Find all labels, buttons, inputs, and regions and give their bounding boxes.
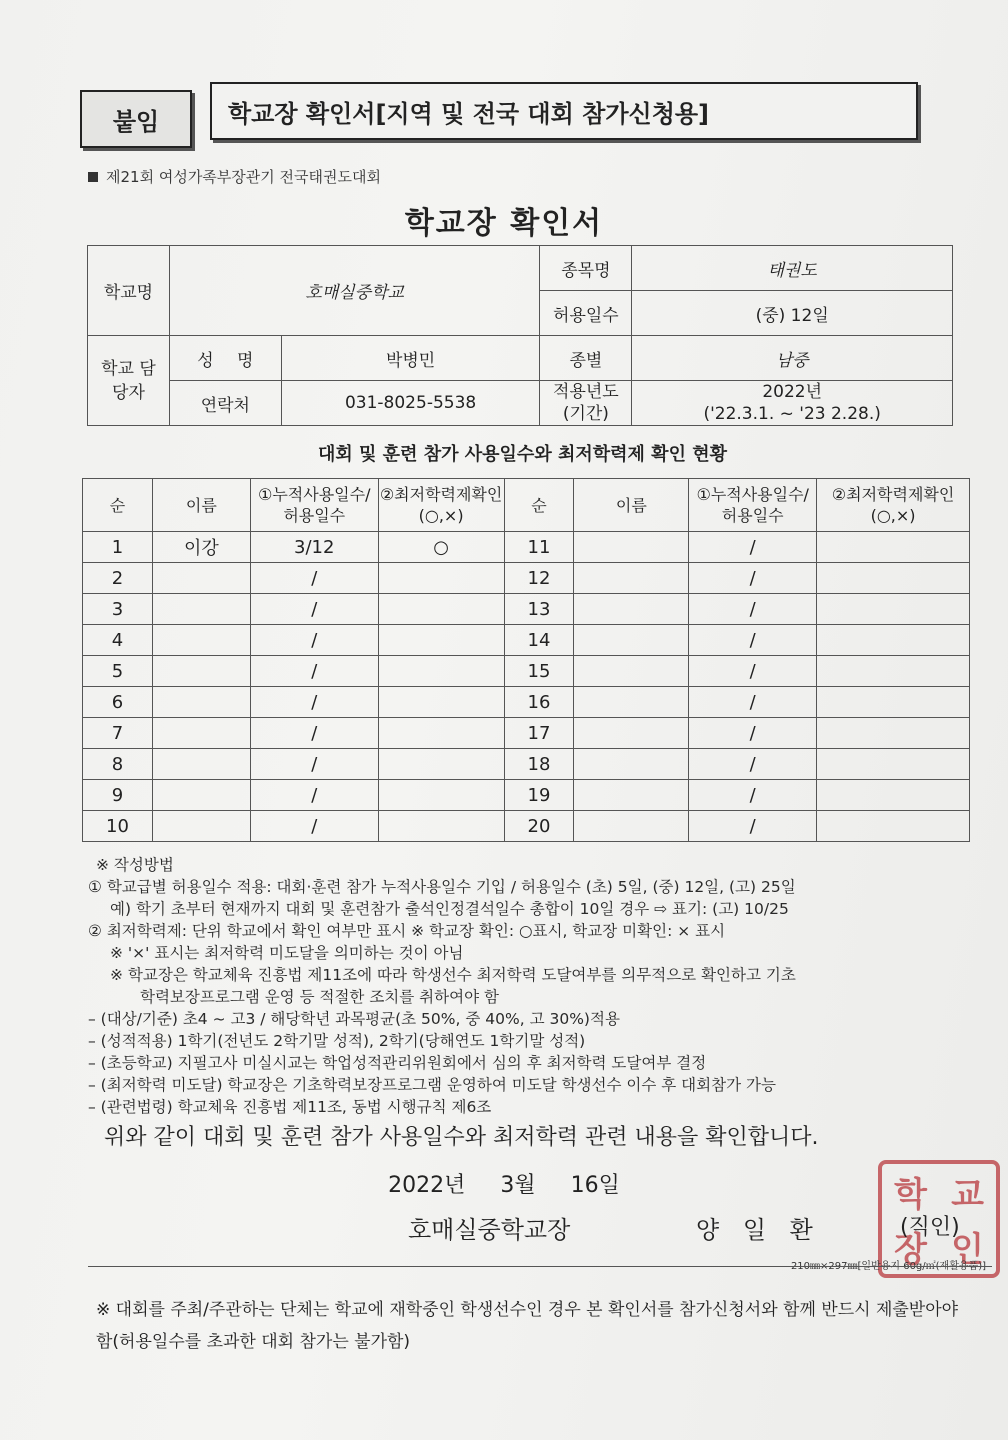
row-cell-no: 6 [83, 687, 153, 718]
row-cell-name [574, 718, 689, 749]
row-cell-check [817, 718, 970, 749]
row-cell-check [378, 811, 504, 842]
row-cell-days: / [250, 811, 378, 842]
row-cell-check [378, 625, 504, 656]
row-cell-days: / [689, 780, 817, 811]
category-value: 남중 [632, 336, 953, 381]
row-cell-no: 3 [83, 594, 153, 625]
stamp-char: 교 [951, 1175, 984, 1215]
guide-line: – (성적적용) 1학기(전년도 2학기말 성적), 2학기(당해연도 1학기말 성적) [88, 1032, 586, 1050]
section-title: 대회 및 훈련 참가 사용일수와 최저학력제 확인 현황 [317, 444, 727, 465]
name-value: 박병민 [281, 336, 540, 381]
row-cell-days: / [250, 563, 378, 594]
row-cell-name [574, 687, 689, 718]
row-cell-check [817, 563, 970, 594]
table-row [83, 625, 970, 656]
row-cell-check [378, 749, 504, 780]
row-cell-check [378, 687, 504, 718]
row-cell-days: / [250, 718, 378, 749]
row-cell-no: 10 [83, 811, 153, 842]
row-cell-no: 18 [504, 749, 574, 780]
year-value-cell [632, 381, 953, 426]
stamp-char: 학 [894, 1175, 927, 1215]
row-cell-days: / [689, 718, 817, 749]
row-cell-name [152, 656, 250, 687]
row-cell-no: 19 [504, 780, 574, 811]
event-name-text: 제21회 여성가족부장관기 전국태권도대회 [106, 168, 381, 186]
row-cell-check [817, 780, 970, 811]
signer-title: 호매실중학교장 [408, 1216, 571, 1244]
row-cell-check [378, 563, 504, 594]
date-year: 2022년 [388, 1173, 466, 1198]
row-cell-no: 5 [83, 656, 153, 687]
row-cell-days: / [250, 780, 378, 811]
signer-name: 양 일 환 [696, 1216, 821, 1244]
contact-label: 연락처 [169, 381, 281, 426]
seal-mark: (직인) [900, 1215, 960, 1240]
row-cell-check [378, 718, 504, 749]
school-name-label: 학교명 [88, 246, 170, 336]
row-cell-no: 1 [83, 532, 153, 563]
row-cell-days: / [250, 656, 378, 687]
row-cell-name [574, 656, 689, 687]
allowed-days-value: (중) 12일 [632, 291, 953, 336]
row-cell-no: 17 [504, 718, 574, 749]
row-cell-no: 14 [504, 625, 574, 656]
guide-line: ※ '×' 표시는 최저학력 미도달을 의미하는 것이 아님 [110, 944, 464, 962]
row-cell-name [574, 563, 689, 594]
row-cell-days: / [689, 625, 817, 656]
row-cell-name [574, 532, 689, 563]
table-row [83, 749, 970, 780]
row-cell-check [378, 656, 504, 687]
info-table [87, 245, 953, 426]
row-cell-days: / [689, 656, 817, 687]
date-month: 3월 [500, 1173, 536, 1198]
name-label: 성 명 [169, 336, 281, 381]
col-name: 이름 [574, 479, 689, 532]
row-cell-days: / [689, 749, 817, 780]
confirmation-text: 위와 같이 대회 및 훈련 참가 사용일수와 최저학력 관련 내용을 확인합니다. [104, 1125, 819, 1150]
guide-line: – (최저학력 미도달) 학교장은 기초학력보장프로그램 운영하여 미도달 학생선수 이수 후 대회참가 가능 [88, 1076, 776, 1094]
square-bullet-icon [88, 172, 98, 182]
guide-line: – (대상/기준) 초4 ~ 고3 / 해당학년 과목평균(초 50%, 중 40%, 고 30%)적용 [88, 1010, 620, 1028]
col-days: ①누적사용일수/허용일수 [689, 479, 817, 532]
guide-line: ① 학교급별 허용일수 적용: 대회·훈련 참가 누적사용일수 기입 / 허용일수 (초) 5일, (중) 12일, (고) 25일 [88, 878, 796, 896]
footer-note: ※ 대회를 주최/주관하는 단체는 학교에 재학중인 학생선수인 경우 본 확인서를 참가신청서와 함께 반드시 제출받아야 함(허용일수를 초과한 대회 참가는 불가함) [96, 1300, 959, 1352]
row-cell-days: / [250, 687, 378, 718]
table-row [83, 594, 970, 625]
row-cell-no: 11 [504, 532, 574, 563]
table-row [83, 532, 970, 563]
participation-table [82, 478, 970, 842]
paper-spec: 210㎜×297㎜[일반용지 60g/㎡(재활용품)] [790, 1261, 986, 1272]
row-cell-name [152, 625, 250, 656]
row-cell-days: / [689, 532, 817, 563]
row-cell-no: 20 [504, 811, 574, 842]
manager-label: 학교 담당자 [88, 336, 170, 426]
row-cell-no: 7 [83, 718, 153, 749]
period-value: ('22.3.1. ~ '23 2.28.) [703, 404, 881, 424]
stamp-char: 인 [951, 1230, 984, 1270]
row-cell-name [152, 563, 250, 594]
row-cell-days: / [689, 687, 817, 718]
guide-heading: ※ 작성방법 [96, 856, 174, 874]
row-cell-check [817, 749, 970, 780]
row-cell-no: 15 [504, 656, 574, 687]
table-row [83, 687, 970, 718]
col-no: 순 [83, 479, 153, 532]
row-cell-check [817, 687, 970, 718]
date-day: 16일 [570, 1173, 620, 1198]
row-cell-check [378, 780, 504, 811]
attachment-label: 붙임 [80, 90, 192, 148]
row-cell-no: 4 [83, 625, 153, 656]
row-cell-name [152, 687, 250, 718]
row-cell-name [574, 594, 689, 625]
row-cell-check [817, 594, 970, 625]
guide-line: – (초등학교) 지필고사 미실시교는 학업성적관리위원회에서 심의 후 최저학력 도달여부 결정 [88, 1054, 707, 1072]
form-title: 학교장 확인서[지역 및 전국 대회 참가신청용] [210, 82, 918, 140]
row-cell-no: 13 [504, 594, 574, 625]
row-cell-check [378, 594, 504, 625]
guide-line: 학력보장프로그램 운영 등 적절한 조치를 취하여야 함 [140, 988, 499, 1006]
col-days: ①누적사용일수/허용일수 [250, 479, 378, 532]
row-cell-name [152, 780, 250, 811]
table-row [83, 563, 970, 594]
contact-value: 031-8025-5538 [281, 381, 540, 426]
row-cell-no: 8 [83, 749, 153, 780]
table-row [83, 718, 970, 749]
row-cell-check [817, 811, 970, 842]
col-academic: ②최저학력제확인(○,×) [817, 479, 970, 532]
table-row [83, 780, 970, 811]
row-cell-no: 12 [504, 563, 574, 594]
table-row [83, 656, 970, 687]
year-value: 2022년 [762, 382, 823, 402]
row-cell-check [817, 656, 970, 687]
row-cell-name [152, 594, 250, 625]
row-cell-name [152, 811, 250, 842]
allowed-days-label: 허용일수 [540, 291, 632, 336]
row-cell-days: / [689, 563, 817, 594]
sport-value: 태권도 [632, 246, 953, 291]
row-cell-days: / [250, 749, 378, 780]
signature-date [0, 1168, 1008, 1199]
row-cell-name [574, 780, 689, 811]
row-cell-no: 9 [83, 780, 153, 811]
row-cell-days: / [689, 594, 817, 625]
category-label: 종별 [540, 336, 632, 381]
row-cell-days: / [250, 625, 378, 656]
row-cell-no: 2 [83, 563, 153, 594]
guide-line: ② 최저학력제: 단위 학교에서 확인 여부만 표시 ※ 학교장 확인: ○표시, 학교장 미확인: × 표시 [88, 922, 726, 940]
school-name-value: 호매실중학교 [169, 246, 540, 336]
row-cell-name [152, 749, 250, 780]
row-cell-check: ○ [378, 532, 504, 563]
table-row [83, 811, 970, 842]
guide-line: 예) 학기 초부터 현재까지 대회 및 훈련참가 출석인정결석일수 총합이 10일 경우 ⇨ 표기: (고) 10/25 [110, 900, 789, 918]
row-cell-days: 3/12 [250, 532, 378, 563]
row-cell-days: / [250, 594, 378, 625]
row-cell-days: / [689, 811, 817, 842]
row-cell-name [574, 749, 689, 780]
sport-label: 종목명 [540, 246, 632, 291]
col-academic: ②최저학력제확인(○,×) [378, 479, 504, 532]
guide-line: – (관련법령) 학교체육 진흥법 제11조, 동법 시행규칙 제6조 [88, 1098, 492, 1116]
col-no: 순 [504, 479, 574, 532]
row-cell-name [152, 718, 250, 749]
guide-line: ※ 학교장은 학교체육 진흥법 제11조에 따라 학생선수 최저학력 도달여부를 의무적으로 확인하고 기초 [110, 966, 796, 984]
col-name: 이름 [152, 479, 250, 532]
row-cell-check [817, 625, 970, 656]
year-label: 적용년도 (기간) [540, 381, 632, 426]
writing-guide [88, 854, 978, 1118]
divider [88, 1266, 992, 1267]
row-cell-no: 16 [504, 687, 574, 718]
document-title: 학교장 확인서 [404, 206, 604, 241]
row-cell-name: 이강 [152, 532, 250, 563]
stamp-char: 장 [894, 1230, 927, 1270]
event-name [88, 166, 381, 187]
row-cell-name [574, 811, 689, 842]
row-cell-name [574, 625, 689, 656]
row-cell-check [817, 532, 970, 563]
